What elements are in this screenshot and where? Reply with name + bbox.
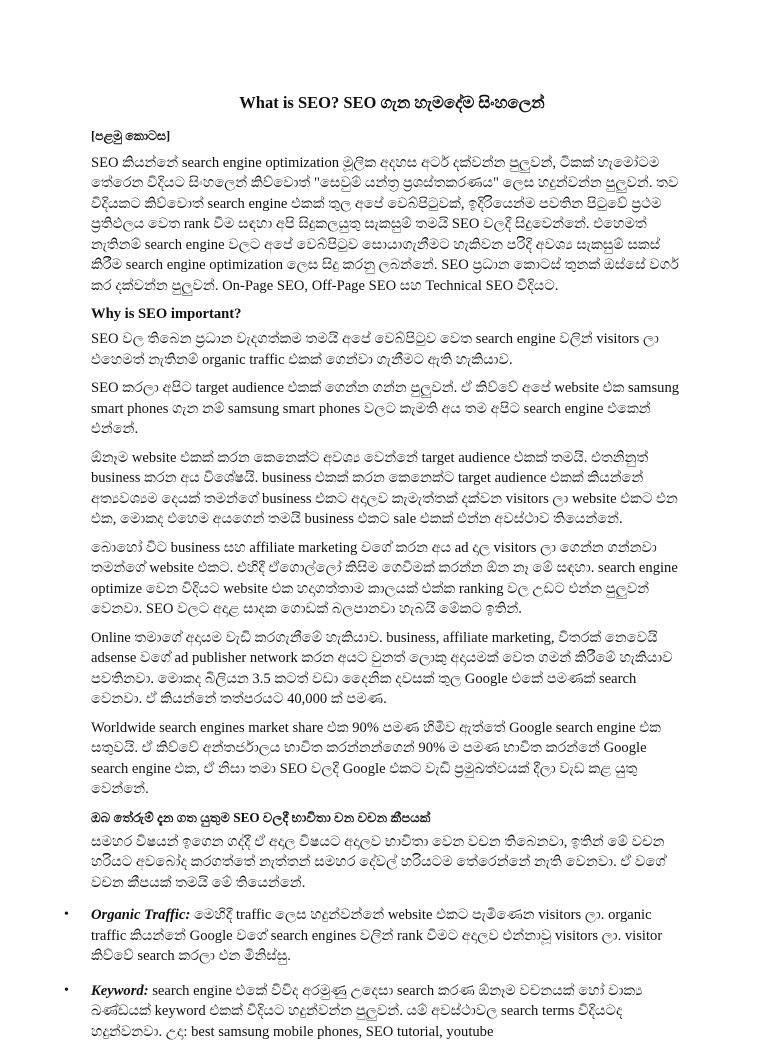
term-label: Organic Traffic: [91, 907, 190, 923]
terms-list [91, 905, 683, 1042]
document-title: What is SEO? SEO ගැන හැමදේම සිංහලෙන් [91, 92, 683, 114]
paragraph-business: ඕනෑම website එකක් කරන කෙනෙක්ට අවශ්‍ය වෙන්නේ target audience එකක් තමයි. එතනිනුත් business කරන අය විශේෂයි. business එකක් කරන කෙනෙක්ට target audience එකක් කියන්නේ අත්‍යවශ්‍යම දෙයක් තමන්ගේ business එකට අදාලව කැමැත්තක් දක්වන visitors ලා website එකට එන එක, මොකද එහෙම අයගෙන් තමයි business එකට sale එකක් එන්න අවස්ථාව තියෙන්නේ. [91, 448, 683, 530]
term-label: Keyword: [91, 983, 149, 999]
intro-paragraph: SEO කියන්නේ search engine optimization මූලික අදහස අටර් දක්වන්න පුලුවන්, ටිකක් හැමෝටම තේරෙන විදියට සිංහලෙන් කිව්වොත් "සෙවුම් යන්ත්‍ර ප්‍රශස්තකරණය" ලෙස හදුන්වන්න පුලුවන්. තව විදියකට කිව්වොත් search engine එකක් තුල අපේ වෙබ්පිටුවක්, ඉදිරියෙන්ම පවතින පිටුවේ ප්‍රථම ප්‍රතිඵලය වෙත rank වීම සඳහා අපි සිදුකලයුතු සැකසුම් තමයි SEO වලදී සිදුවෙන්නේ. එහෙමත් නැතිනම් search engine වලට අපේ වෙබ්පිටුව සොයාගැනීමට හැකිවන පරිදි අවශ්‍ය සැකසුම් සකස් කිරීම search engine optimization ලෙස සිදු කරනු ලබන්නේ. SEO ප්‍රධාන කොටස් තුනක් ඔස්සේ වගර් කර දක්වන්න පුලුවන්. On-Page SEO, Off-Page SEO සහ Technical SEO විදියට. [91, 153, 683, 297]
terms-intro-paragraph: සමහර විෂයන් ඉගෙන ගද්දී ඒ අදාල විෂයට අදාලව භාවිතා වෙන වචන තිබෙනවා, ඉතින් මේ වචන හරියට අවබෝද කරගත්තේ නැත්තන් සමහර දේවල් හරියටම තේරෙන්නේ නැති වෙනවා. ඒ වගේ වචන කීපයක් තමයි මේ තියෙන්නේ. [91, 832, 683, 894]
paragraph-income: Online තමාගේ අදායම වැඩි කරගැනීමේ හැකියාව. business, affiliate marketing, විතරක් නෙවෙයි adsense වගේ ad publisher network කරන අයට වුනත් ලොකු අදායමක් වෙත ගමන් කිරීමේ හැකියාව පවතිනවා. මොකද බිලියන 3.5 කටත් වඩා දෛනික දවසක් තුල Google එකේ පමණක් search වෙනවා. ඒ කියන්නේ තත්පරයට 40,000 ක් පමණ. [91, 628, 683, 710]
paragraph-traffic: SEO වල තිබෙන ප්‍රධාන වැදගත්කම තමයි අපේ වෙබ්පිටුව වෙත search engine වලින් visitors ලා එහෙමත් නැතිනම් organic traffic එකක් ගෙන්වා ගැනීමට ඇති හැකියාව. [91, 329, 683, 370]
bullet-icon: • [64, 981, 69, 1002]
list-item [91, 981, 683, 1042]
paragraph-ads: බොහෝ විට business සහ affiliate marketing වගේ කරන අය ad දාල visitors ලා ගෙන්න ගන්නවා තමන්ගේ website එකට. එහිදී ඒගොල්ලෝ කිසිම ගෙවීමක් කරන්න ඕන නෑ මේ සඳහා. search engine optimize වෙන විදියට website එක හදාගත්තාම කාලයක් එක්ක ranking වල උඩට එන්න පුලුවන් වෙනවා. SEO වලට අදාළ සාදක ගොඩක් බලපානවා හැබයි මේකට ඉතින්. [91, 538, 683, 620]
section-tag: [පළමු කොටස] [91, 126, 683, 147]
terms-heading: ඔබ තේරුම් දැන ගත යුතුම SEO වලදී භාවිතා වන වචන කීපයක් [91, 808, 683, 828]
bullet-icon: • [64, 905, 69, 926]
why-seo-heading: Why is SEO important? [91, 304, 683, 324]
paragraph-target-audience: SEO කරලා අපිට target audience එකක් ගෙන්න ගන්න පුලුවන්. ඒ කිව්වේ අපේ website එක samsung smart phones ගැන නම් samsung smart phones වලට කැමති අය තම අපිට search engine එකෙන් එන්නේ. [91, 378, 683, 440]
paragraph-market-share: Worldwide search engines market share එක 90% පමණ හිමිව ඇත්තේ Google search engine එක සතුවයි. ඒ කිව්වේ අන්තර්ජාලය භාවිත කරන්නන්ගෙන් 90% ම පමණ භාවිත කරන්නේ Google search engine එක, ඒ නිසා තමා SEO වලදී Google එකට වැඩි ප්‍රමුඛත්වයක් දීලා වැඩ කළ යුතු වෙන්නේ. [91, 718, 683, 800]
list-item [91, 905, 683, 967]
term-description: search engine එකේ විවිද අරමුණු උදෙසා search කරණ ඕනෑම වචනයක් හෝ වාක්‍ය ඛණ්ඩයක් keyword එකක් විදියට හදුන්වන්න පුලුවන්. යම් අවස්ථාවල search terms විදියටද හදුන්වනවා. උදා: best samsung mobile phones, SEO tutorial, youtube [91, 983, 643, 1040]
term-description: මෙහිදී traffic ලෙස හදුන්වන්නේ website එකට පැමිණෙන visitors ලා. organic traffic කියන්නේ Google වගේ search engines වලින් rank වීමට අදාලව එන්නාවූ visitors ලා. visitor කිව්වේ search කරලා එන මිනිස්සු. [91, 907, 662, 964]
